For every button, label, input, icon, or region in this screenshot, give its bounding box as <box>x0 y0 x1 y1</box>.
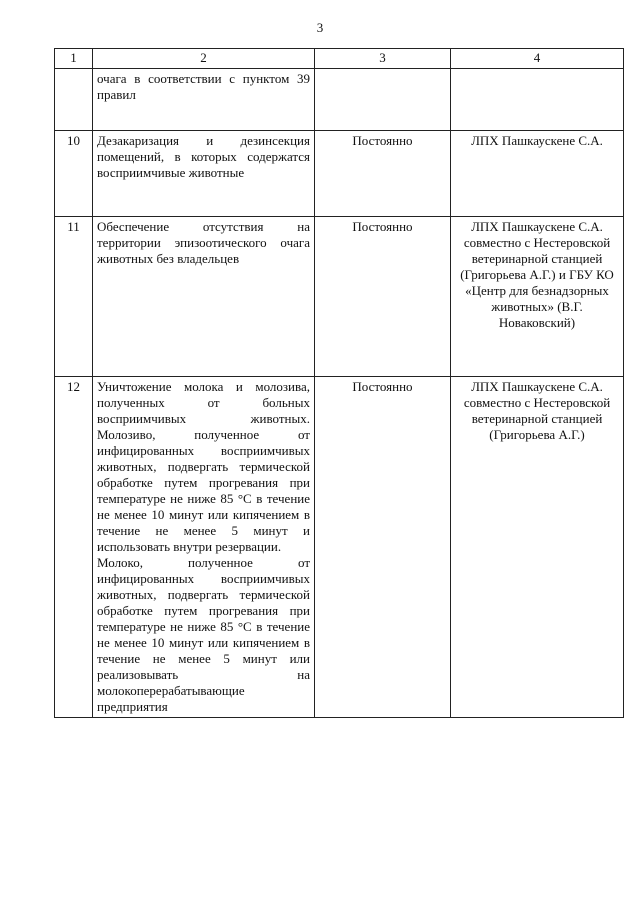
row-measure <box>93 131 315 217</box>
measure-text: Молоко, полученное от инфицированных восприимчивых животных, подвергать термической обработке путем прогревания при температуре не ниже 85 °С в течение не менее 10 минут или кипячением в течение не менее 5 минут или реализовывать на молокоперерабатывающие предприятия <box>97 555 310 714</box>
header-col-1: 1 <box>55 49 93 69</box>
row-period: Постоянно <box>315 131 451 217</box>
row-number: 12 <box>55 377 93 718</box>
row-period: Постоянно <box>315 377 451 718</box>
row-number <box>55 69 93 131</box>
row-measure <box>93 69 315 131</box>
table-row <box>55 69 624 131</box>
row-measure <box>93 217 315 377</box>
table-row <box>55 217 624 377</box>
row-responsible: ЛПХ Пашкаускене С.А. <box>451 131 624 217</box>
measures-table <box>54 48 624 718</box>
table-header-row <box>55 49 624 69</box>
measure-text: Уничтожение молока и молозива, полученных от больных восприимчивых животных. Молозиво, полученное от инфицированных восприимчивых животных, подвергать термической обработке путем прогревания при температуре не ниже 85 °С в течение не менее 10 минут или кипячением в течение не менее 5 минут и использовать внутри резервации. <box>97 379 310 554</box>
row-period: Постоянно <box>315 217 451 377</box>
row-measure <box>93 377 315 718</box>
row-responsible: ЛПХ Пашкаускене С.А. совместно с Нестеровской ветеринарной станцией (Григорьева А.Г.) и ГБУ КО «Центр для безнадзорных животных» (В.Г. Новаковский) <box>451 217 624 377</box>
table-row <box>55 131 624 217</box>
header-col-2: 2 <box>93 49 315 69</box>
row-responsible: ЛПХ Пашкаускене С.А. совместно с Нестеровской ветеринарной станцией (Григорьева А.Г.) <box>451 377 624 718</box>
row-period <box>315 69 451 131</box>
measure-text: очага в соответствии с пунктом 39 правил <box>97 71 310 102</box>
page-number: 3 <box>316 20 324 35</box>
table-row <box>55 377 624 718</box>
header-col-3: 3 <box>315 49 451 69</box>
measure-text: Дезакаризация и дезинсекция помещений, в которых содержатся восприимчивые животные <box>97 133 310 180</box>
row-number: 11 <box>55 217 93 377</box>
measure-text: Обеспечение отсутствия на территории эпизоотического очага животных без владельцев <box>97 219 310 266</box>
row-number: 10 <box>55 131 93 217</box>
header-col-4: 4 <box>451 49 624 69</box>
row-responsible <box>451 69 624 131</box>
